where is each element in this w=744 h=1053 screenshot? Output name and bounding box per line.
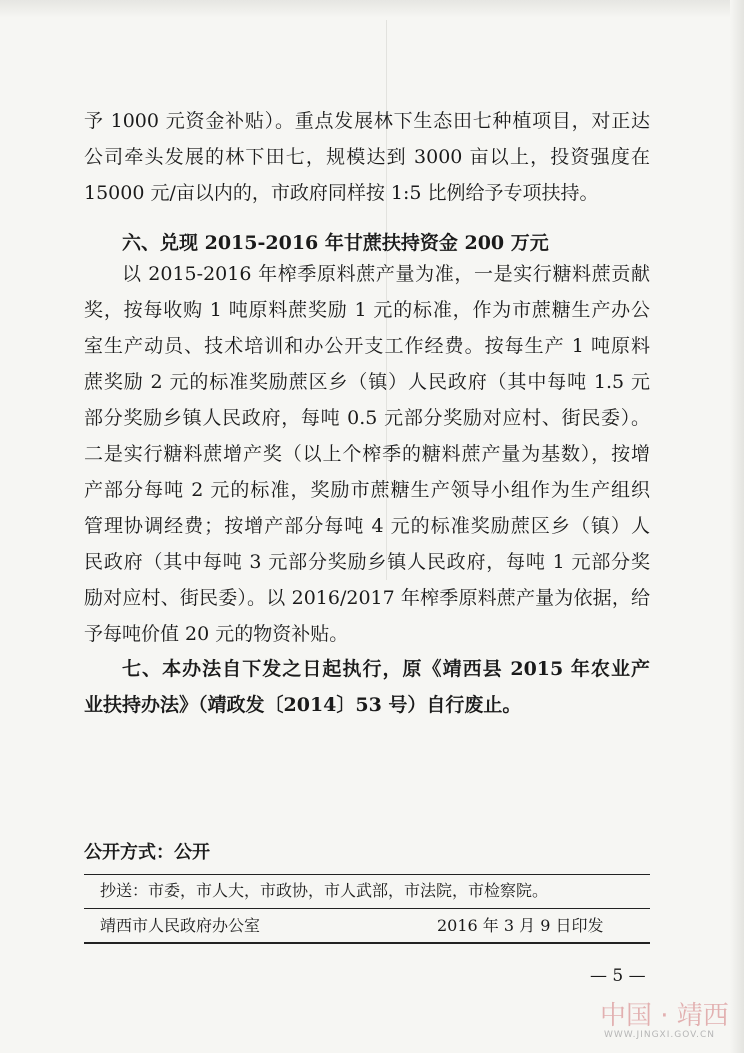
- text-line: 室生产动员、技术培训和办公开支工作经费。按每生产 1 吨原料: [84, 335, 650, 357]
- text-line: 予 1000 元资金补贴）。重点发展林下生态田七种植项目，对正达: [84, 110, 650, 132]
- site-watermark-logo: 中国 · 靖西: [600, 1001, 729, 1031]
- text-line: 产部分每吨 2 元的标准，奖励市蔗糖生产领导小组作为生产组织: [84, 479, 650, 501]
- text-line: 蔗奖励 2 元的标准奖励蔗区乡（镇）人民政府（其中每吨 1.5 元: [84, 371, 650, 393]
- page-edge-right: [730, 0, 744, 1053]
- text-line: 15000 元/亩以内的，市政府同样按 1:5 比例给予专项扶持。: [84, 182, 599, 204]
- text-line: 民政府（其中每吨 3 元部分奖励乡镇人民政府，每吨 1 元部分奖: [84, 551, 650, 573]
- section-continued-paragraph: [84, 103, 650, 211]
- text-line: 励对应村、街民委）。以 2016/2017 年榨季原料蔗产量为依据，给: [84, 587, 650, 609]
- text-line: 管理协调经费；按增产部分每吨 4 元的标准奖励蔗区乡（镇）人: [84, 515, 650, 537]
- text-line: 公司牵头发展的林下田七，规模达到 3000 亩以上，投资强度在: [84, 146, 650, 168]
- disclosure-method: 公开方式：公开: [84, 842, 210, 863]
- section-6-paragraph: [84, 256, 650, 652]
- text-line: 七、本办法自下发之日起执行，原《靖西县 2015 年农业产: [122, 658, 650, 680]
- text-line: 奖，按每收购 1 吨原料蔗奖励 1 元的标准，作为市蔗糖生产办公: [84, 299, 650, 321]
- divider: [84, 874, 650, 875]
- cc-list: 抄送：市委，市人大，市政协，市人武部，市法院，市检察院。: [100, 881, 549, 900]
- text-line: 予每吨价值 20 元的物资补贴。: [84, 623, 349, 645]
- site-watermark-url: WWW.JINGXI.GOV.CN: [604, 1030, 715, 1040]
- text-line: 以 2015-2016 年榨季原料蔗产量为准，一是实行糖料蔗贡献: [122, 263, 650, 285]
- issuing-office: 靖西市人民政府办公室: [100, 916, 261, 935]
- text-line: 业扶持办法》（靖政发〔2014〕53 号）自行废止。: [84, 694, 522, 716]
- section-7-paragraph: [84, 651, 650, 723]
- divider: [84, 908, 650, 909]
- section-6-heading: 六、兑现 2015-2016 年甘蔗扶持资金 200 万元: [122, 232, 549, 254]
- text-line: 二是实行糖料蔗增产奖（以上个榨季的糖料蔗产量为基数），按增: [84, 443, 650, 465]
- page-number: — 5 —: [590, 966, 646, 986]
- page-edge: [0, 0, 744, 18]
- issue-date: 2016 年 3 月 9 日印发: [437, 916, 604, 935]
- text-line: 部分奖励乡镇人民政府，每吨 0.5 元部分奖励对应村、街民委）。: [84, 407, 650, 429]
- divider: [84, 942, 650, 944]
